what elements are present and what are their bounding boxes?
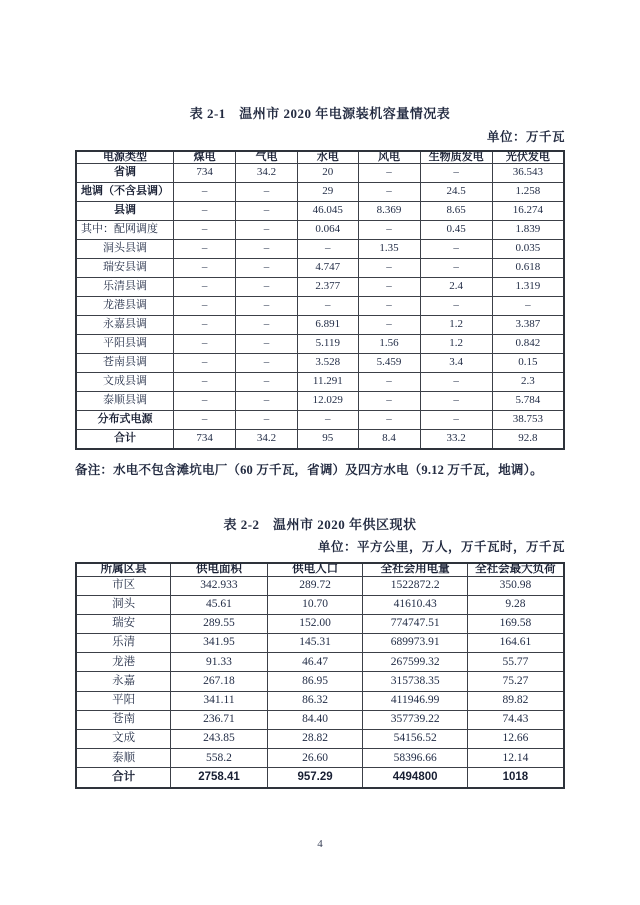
table-row	[76, 614, 564, 633]
column-header: 生物质发电	[420, 151, 492, 164]
cell-value: 12.029	[298, 391, 359, 410]
column-header: 供电人口	[267, 563, 363, 576]
row-label: 县调	[76, 201, 174, 220]
cell-value: 267.18	[171, 672, 268, 691]
table-row	[76, 634, 564, 653]
cell-value: 357739.22	[363, 710, 467, 729]
row-label: 其中：配网调度	[76, 220, 174, 239]
cell-value: 34.2	[236, 429, 298, 449]
cell-value: –	[236, 315, 298, 334]
column-header: 电源类型	[76, 151, 174, 164]
cell-value: 86.95	[267, 672, 363, 691]
table-row	[76, 296, 564, 315]
cell-value: 1.2	[420, 334, 492, 353]
cell-value: 1.839	[492, 220, 564, 239]
cell-value: 1018	[467, 768, 564, 788]
cell-value: –	[174, 315, 236, 334]
cell-value: –	[358, 164, 420, 183]
cell-value: 38.753	[492, 410, 564, 429]
table-row	[76, 653, 564, 672]
row-label: 瑞安	[76, 614, 171, 633]
row-label: 平阳	[76, 691, 171, 710]
table-row	[76, 258, 564, 277]
cell-value: 34.2	[236, 164, 298, 183]
cell-value: –	[420, 239, 492, 258]
cell-value: 54156.52	[363, 730, 467, 749]
cell-value: –	[236, 182, 298, 201]
cell-value: –	[174, 182, 236, 201]
row-label: 龙港	[76, 653, 171, 672]
cell-value: 5.119	[298, 334, 359, 353]
cell-value: 41610.43	[363, 595, 467, 614]
cell-value: –	[236, 296, 298, 315]
cell-value: 84.40	[267, 710, 363, 729]
table-row	[76, 730, 564, 749]
cell-value: –	[298, 410, 359, 429]
row-label: 省调	[76, 164, 174, 183]
table-header-row	[76, 563, 564, 576]
cell-value: 5.784	[492, 391, 564, 410]
cell-value: 11.291	[298, 372, 359, 391]
row-label: 苍南	[76, 710, 171, 729]
cell-value: 1.2	[420, 315, 492, 334]
cell-value: 957.29	[267, 768, 363, 788]
cell-value: 342.933	[171, 576, 268, 595]
cell-value: –	[174, 258, 236, 277]
cell-value: 558.2	[171, 749, 268, 768]
cell-value: –	[358, 391, 420, 410]
cell-value: –	[174, 277, 236, 296]
row-label: 永嘉	[76, 672, 171, 691]
cell-value: –	[358, 410, 420, 429]
cell-value: 36.543	[492, 164, 564, 183]
cell-value: –	[174, 353, 236, 372]
power-capacity-table	[75, 150, 565, 450]
cell-value: 0.064	[298, 220, 359, 239]
cell-value: –	[236, 201, 298, 220]
row-label: 合计	[76, 429, 174, 449]
row-label: 泰顺县调	[76, 391, 174, 410]
cell-value: 152.00	[267, 614, 363, 633]
cell-value: 8.65	[420, 201, 492, 220]
cell-value: 91.33	[171, 653, 268, 672]
cell-value: 0.15	[492, 353, 564, 372]
cell-value: –	[174, 334, 236, 353]
cell-value: 95	[298, 429, 359, 449]
cell-value: 0.035	[492, 239, 564, 258]
table-row	[76, 239, 564, 258]
cell-value: –	[358, 296, 420, 315]
cell-value: –	[358, 220, 420, 239]
cell-value: –	[236, 372, 298, 391]
table-header-row	[76, 151, 564, 164]
row-label: 文成县调	[76, 372, 174, 391]
row-label: 瑞安县调	[76, 258, 174, 277]
table2-unit-label: 单位：平方公里，万人，万千瓦时，万千瓦	[317, 540, 565, 554]
cell-value: 10.70	[267, 595, 363, 614]
row-label: 洞头县调	[76, 239, 174, 258]
table-row	[76, 710, 564, 729]
table-row	[76, 672, 564, 691]
table-row	[76, 334, 564, 353]
row-label: 龙港县调	[76, 296, 174, 315]
cell-value: 774747.51	[363, 614, 467, 633]
cell-value: 350.98	[467, 576, 564, 595]
row-label: 地调（不含县调）	[76, 182, 174, 201]
cell-value: 89.82	[467, 691, 564, 710]
cell-value: 1522872.2	[363, 576, 467, 595]
cell-value: –	[358, 258, 420, 277]
table-row	[76, 595, 564, 614]
cell-value: 58396.66	[363, 749, 467, 768]
cell-value: 2758.41	[171, 768, 268, 788]
cell-value: –	[236, 239, 298, 258]
cell-value: 46.045	[298, 201, 359, 220]
cell-value: –	[358, 315, 420, 334]
cell-value: –	[298, 239, 359, 258]
cell-value: 1.56	[358, 334, 420, 353]
cell-value: –	[420, 410, 492, 429]
cell-value: 315738.35	[363, 672, 467, 691]
table-row	[76, 372, 564, 391]
table1-title: 表 2-1 温州市 2020 年电源装机容量情况表	[189, 106, 451, 121]
cell-value: 55.77	[467, 653, 564, 672]
cell-value: –	[492, 296, 564, 315]
cell-value: 169.58	[467, 614, 564, 633]
cell-value: 341.95	[171, 634, 268, 653]
cell-value: 5.459	[358, 353, 420, 372]
table2-title: 表 2-2 温州市 2020 年供区现状	[223, 517, 417, 532]
cell-value: –	[236, 410, 298, 429]
column-header: 风电	[358, 151, 420, 164]
row-label: 苍南县调	[76, 353, 174, 372]
cell-value: 689973.91	[363, 634, 467, 653]
table-row	[76, 410, 564, 429]
cell-value: 734	[174, 164, 236, 183]
cell-value: –	[358, 372, 420, 391]
cell-value: –	[236, 258, 298, 277]
row-label: 永嘉县调	[76, 315, 174, 334]
table-row	[76, 315, 564, 334]
cell-value: 243.85	[171, 730, 268, 749]
cell-value: 2.3	[492, 372, 564, 391]
cell-value: 734	[174, 429, 236, 449]
cell-value: 0.842	[492, 334, 564, 353]
table-row	[76, 768, 564, 788]
cell-value: –	[420, 372, 492, 391]
cell-value: 6.891	[298, 315, 359, 334]
cell-value: –	[236, 353, 298, 372]
column-header: 供电面积	[171, 563, 268, 576]
column-header: 全社会最大负荷	[467, 563, 564, 576]
cell-value: 4494800	[363, 768, 467, 788]
cell-value: –	[420, 164, 492, 183]
cell-value: 341.11	[171, 691, 268, 710]
column-header: 水电	[298, 151, 359, 164]
table-row	[76, 277, 564, 296]
table-row	[76, 429, 564, 449]
cell-value: 411946.99	[363, 691, 467, 710]
table-row	[76, 201, 564, 220]
row-label: 乐清县调	[76, 277, 174, 296]
cell-value: –	[420, 258, 492, 277]
table1-note: 备注：水电不包含滩坑电厂（60 万千瓦，省调）及四方水电（9.12 万千瓦，地调）。	[75, 463, 543, 477]
cell-value: 8.4	[358, 429, 420, 449]
table-row	[76, 749, 564, 768]
column-header: 所属区县	[76, 563, 171, 576]
column-header: 气电	[236, 151, 298, 164]
cell-value: –	[174, 391, 236, 410]
column-header: 光伏发电	[492, 151, 564, 164]
row-label: 分布式电源	[76, 410, 174, 429]
cell-value: 4.747	[298, 258, 359, 277]
supply-area-table	[75, 562, 565, 789]
table-row	[76, 391, 564, 410]
cell-value: –	[174, 410, 236, 429]
row-label: 洞头	[76, 595, 171, 614]
cell-value: –	[420, 391, 492, 410]
row-label: 合计	[76, 768, 171, 788]
cell-value: –	[358, 182, 420, 201]
table1-unit-label: 单位：万千瓦	[486, 130, 565, 144]
cell-value: –	[174, 220, 236, 239]
row-label: 市区	[76, 576, 171, 595]
cell-value: 0.618	[492, 258, 564, 277]
row-label: 文成	[76, 730, 171, 749]
cell-value: 12.66	[467, 730, 564, 749]
row-label: 泰顺	[76, 749, 171, 768]
cell-value: 3.4	[420, 353, 492, 372]
table-row	[76, 576, 564, 595]
cell-value: –	[420, 296, 492, 315]
cell-value: –	[236, 277, 298, 296]
cell-value: –	[236, 334, 298, 353]
cell-value: 26.60	[267, 749, 363, 768]
cell-value: 267599.32	[363, 653, 467, 672]
table-row	[76, 353, 564, 372]
row-label: 平阳县调	[76, 334, 174, 353]
cell-value: 8.369	[358, 201, 420, 220]
cell-value: 2.377	[298, 277, 359, 296]
table-row	[76, 182, 564, 201]
cell-value: –	[174, 296, 236, 315]
cell-value: 12.14	[467, 749, 564, 768]
cell-value: 33.2	[420, 429, 492, 449]
cell-value: 86.32	[267, 691, 363, 710]
cell-value: –	[174, 372, 236, 391]
cell-value: 3.528	[298, 353, 359, 372]
cell-value: 45.61	[171, 595, 268, 614]
cell-value: 20	[298, 164, 359, 183]
cell-value: 3.387	[492, 315, 564, 334]
table-row	[76, 164, 564, 183]
cell-value: 1.35	[358, 239, 420, 258]
cell-value: 92.8	[492, 429, 564, 449]
cell-value: 1.319	[492, 277, 564, 296]
cell-value: 236.71	[171, 710, 268, 729]
cell-value: 1.258	[492, 182, 564, 201]
cell-value: –	[174, 201, 236, 220]
cell-value: 0.45	[420, 220, 492, 239]
cell-value: –	[236, 220, 298, 239]
cell-value: 29	[298, 182, 359, 201]
cell-value: –	[174, 239, 236, 258]
column-header: 煤电	[174, 151, 236, 164]
cell-value: 9.28	[467, 595, 564, 614]
cell-value: 145.31	[267, 634, 363, 653]
cell-value: 289.72	[267, 576, 363, 595]
table-row	[76, 220, 564, 239]
cell-value: 164.61	[467, 634, 564, 653]
cell-value: 24.5	[420, 182, 492, 201]
cell-value: 46.47	[267, 653, 363, 672]
table-row	[76, 691, 564, 710]
cell-value: 16.274	[492, 201, 564, 220]
cell-value: 74.43	[467, 710, 564, 729]
row-label: 乐清	[76, 634, 171, 653]
cell-value: –	[358, 277, 420, 296]
cell-value: 2.4	[420, 277, 492, 296]
cell-value: –	[236, 391, 298, 410]
page-number: 4	[317, 838, 323, 850]
column-header: 全社会用电量	[363, 563, 467, 576]
cell-value: 75.27	[467, 672, 564, 691]
cell-value: 28.82	[267, 730, 363, 749]
cell-value: –	[298, 296, 359, 315]
cell-value: 289.55	[171, 614, 268, 633]
